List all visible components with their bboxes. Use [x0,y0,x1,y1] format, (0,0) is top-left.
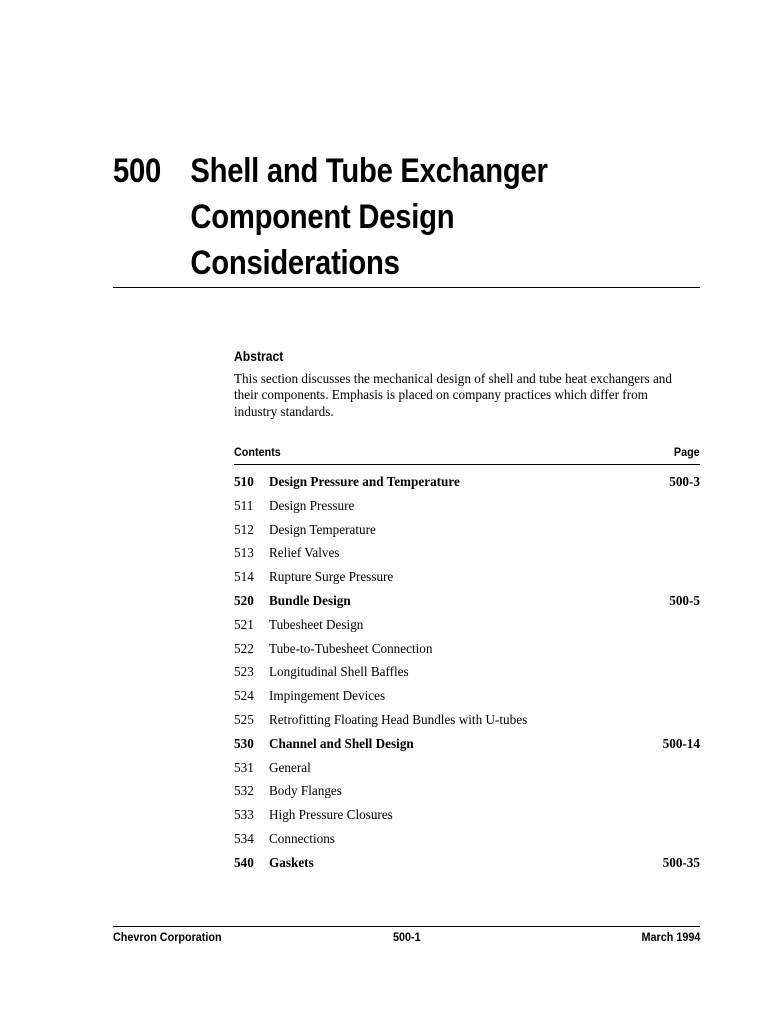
toc-item[interactable] [234,805,700,829]
toc-section-number: 534 [234,830,254,846]
contents-divider [234,464,700,465]
abstract-line: This section discusses the mechanical design of shell and tube heat exchangers and [234,371,672,386]
footer-date: March 1994 [641,930,700,944]
toc-section-title: Design Temperature [269,521,376,537]
toc-item[interactable] [234,496,700,520]
toc-page-number: 500-14 [662,735,700,751]
toc-section-number: 533 [234,807,254,823]
toc-item[interactable] [234,567,700,591]
toc-item[interactable] [234,520,700,544]
abstract-line: industry standards. [234,403,334,419]
chapter-title-line: Component Design [190,198,455,236]
chapter-title-line: Shell and Tube Exchanger [190,152,548,190]
toc-item[interactable] [234,686,700,710]
toc-item[interactable] [234,710,700,734]
toc-section-title: Tube-to-Tubesheet Connection [269,640,433,656]
chapter-title-lines [190,148,547,286]
toc-item[interactable] [234,615,700,639]
toc-section-title: Gaskets [269,854,314,870]
contents-header [234,445,700,465]
toc-section-number: 514 [234,569,254,585]
toc-section-number: 524 [234,688,254,704]
toc-section-number: 525 [234,711,254,727]
toc-item[interactable] [234,662,700,686]
toc-section-number: 531 [234,759,254,775]
toc-section-number: 521 [234,616,254,632]
toc-section-title: Body Flanges [269,783,342,799]
toc-section-title: Relief Valves [269,545,340,561]
toc-section-title: Impingement Devices [269,688,386,704]
toc-item[interactable] [234,639,700,663]
abstract-heading: Abstract [234,349,284,364]
chapter-number: 500 [113,152,162,190]
toc-section-number: 532 [234,783,254,799]
toc-section-title: High Pressure Closures [269,807,393,823]
contents-heading: Contents [234,445,281,459]
toc-item[interactable] [234,543,700,567]
toc-section-title: Rupture Surge Pressure [269,569,394,585]
toc-page-number: 500-5 [669,592,700,608]
toc-section-number: 522 [234,640,254,656]
toc-section-number: 520 [234,592,254,608]
toc-section-number: 511 [234,497,254,513]
toc-section-title: Channel and Shell Design [269,735,414,751]
table-of-contents [234,472,700,877]
toc-section-title: Bundle Design [269,592,351,608]
abstract-line: their components. Emphasis is placed on company practices which differ from [234,387,648,403]
toc-section-number: 513 [234,545,254,561]
toc-section-number: 540 [234,854,254,870]
toc-page-number: 500-3 [669,474,700,489]
footer-page-number: 500-1 [393,930,421,944]
toc-item[interactable] [234,734,700,758]
toc-section-title: Longitudinal Shell Baffles [269,664,409,680]
toc-section-title: Retrofitting Floating Head Bundles with U-tubes [269,711,528,727]
toc-item[interactable] [234,829,700,853]
footer-publisher: Chevron Corporation [113,930,222,944]
toc-item[interactable] [234,472,700,496]
toc-section-number: 523 [234,664,254,680]
toc-section-number: 512 [234,521,254,537]
toc-item[interactable] [234,781,700,805]
toc-page-number: 500-35 [662,854,700,870]
abstract-body [234,371,704,420]
footer-divider [113,926,700,927]
toc-section-title: Connections [269,830,335,846]
toc-section-number: 530 [234,735,254,751]
toc-section-title: General [269,759,311,775]
toc-section-number: 510 [234,474,254,489]
toc-section-title: Tubesheet Design [269,616,364,632]
toc-item[interactable] [234,758,700,782]
page-column-heading: Page [674,445,700,459]
toc-section-title: Design Pressure [269,497,355,513]
page-footer [113,930,700,948]
chapter-title-line: Considerations [190,244,400,282]
toc-section-title: Design Pressure and Temperature [269,474,460,489]
toc-item[interactable] [234,591,700,615]
title-divider [113,287,700,288]
toc-item[interactable] [234,853,700,877]
